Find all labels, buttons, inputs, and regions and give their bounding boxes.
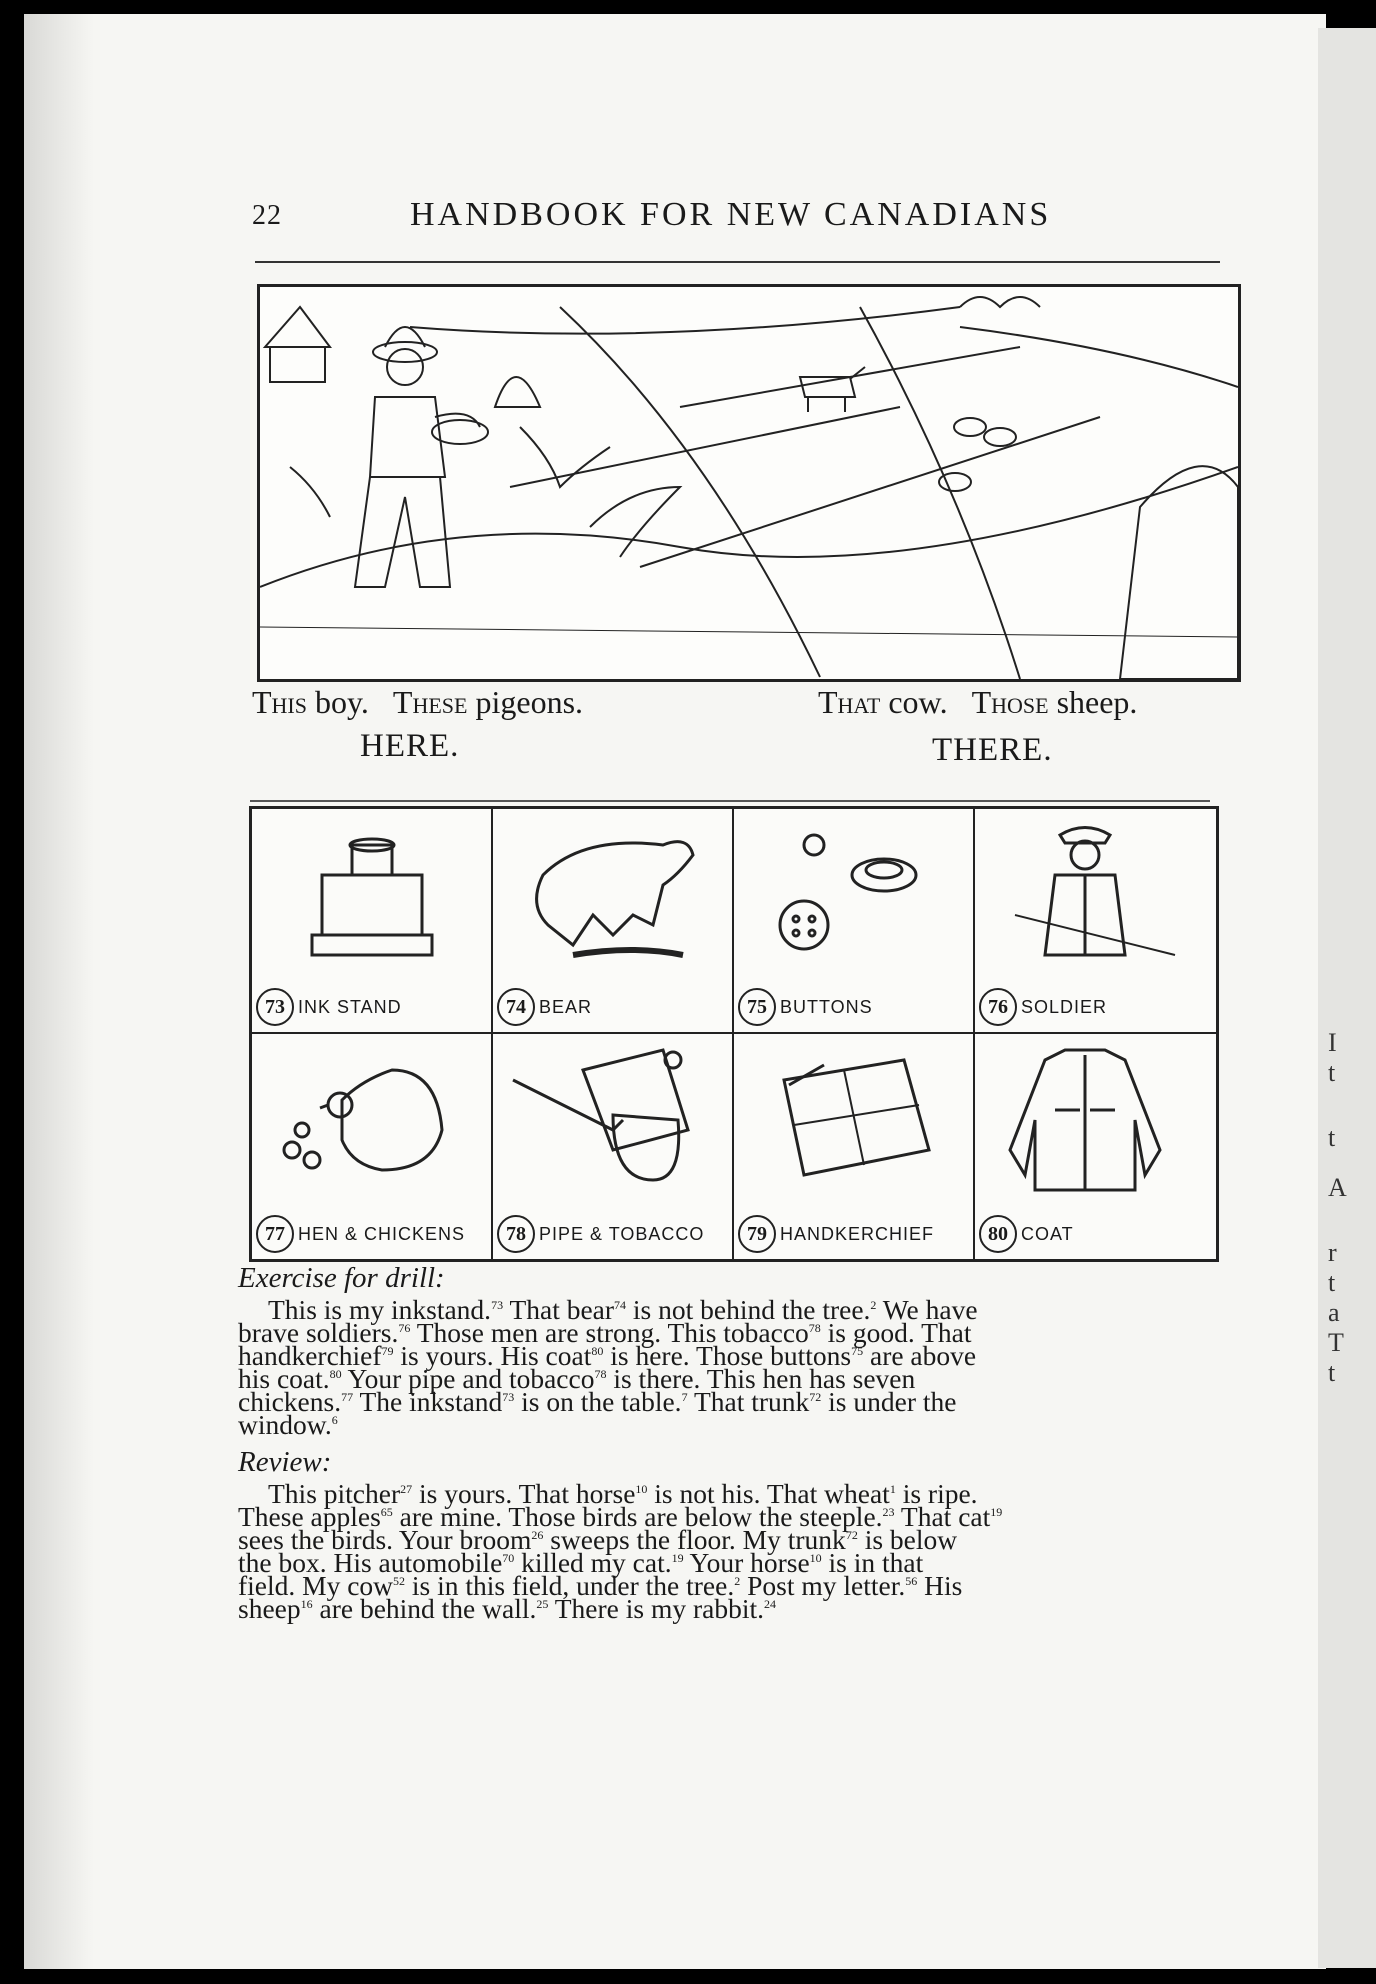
caption-those: Those	[971, 684, 1049, 720]
cell-caption: SOLDIER	[1021, 996, 1108, 1017]
pipe-icon	[503, 1040, 703, 1200]
text-run: is yours. That horse	[412, 1478, 636, 1509]
picture-cell-inkstand	[252, 809, 493, 1034]
text-run: sheep	[238, 1593, 301, 1624]
cell-label	[738, 988, 873, 1026]
text-run: is below	[857, 1524, 958, 1555]
cell-number: 74	[497, 988, 535, 1026]
text-run: There is my rabbit.	[548, 1593, 764, 1624]
reference-number: 73	[502, 1389, 515, 1404]
text-run: is not behind the tree.	[626, 1294, 871, 1325]
caption-here	[252, 684, 583, 721]
exercise-paragraph	[238, 1294, 1204, 1440]
reference-number: 24	[763, 1596, 776, 1611]
reference-number: 19	[671, 1550, 684, 1565]
reference-number: 25	[536, 1596, 549, 1611]
next-page-fragment: t	[1328, 1358, 1336, 1387]
text-run: are behind the wall.	[312, 1593, 537, 1624]
bear-icon	[503, 815, 703, 975]
reference-number: 10	[809, 1550, 822, 1565]
reference-number: 78	[594, 1366, 607, 1381]
reference-number: 2	[734, 1573, 741, 1588]
picture-cell-soldier	[975, 809, 1216, 1034]
reference-number: 76	[398, 1320, 411, 1335]
text-run: is in that	[821, 1547, 924, 1578]
review-heading: Review:	[238, 1446, 332, 1478]
there-label: THERE.	[932, 732, 1053, 768]
text-run: field. My cow	[238, 1570, 394, 1601]
reference-number: 79	[381, 1343, 394, 1358]
next-page-fragment: a	[1328, 1298, 1340, 1327]
text-run: Your horse	[683, 1547, 810, 1578]
text-run: is on the table.	[514, 1386, 682, 1417]
cell-label	[256, 988, 402, 1026]
reference-number: 75	[851, 1343, 864, 1358]
reference-number: 77	[341, 1389, 354, 1404]
text-run: is yours. His coat	[393, 1340, 592, 1371]
reference-number: 72	[809, 1389, 822, 1404]
page-gutter-shadow	[24, 14, 94, 1969]
cell-caption: BUTTONS	[780, 996, 873, 1017]
reference-number: 23	[882, 1504, 895, 1519]
next-page-fragment: T	[1328, 1328, 1344, 1357]
running-title: HANDBOOK FOR NEW CANADIANS	[410, 196, 1052, 233]
text-run: chickens.	[238, 1386, 342, 1417]
cell-caption: HEN & CHICKENS	[298, 1223, 466, 1244]
cell-number: 78	[497, 1215, 535, 1253]
caption-cow: cow.	[888, 684, 948, 720]
next-page-fragment: t	[1328, 1268, 1336, 1297]
reference-number: 6	[331, 1412, 338, 1427]
reference-number: 10	[635, 1481, 648, 1496]
text-run: That bear	[503, 1294, 615, 1325]
adjacent-page-edge	[1318, 28, 1376, 1968]
text-run: This pitcher	[268, 1478, 401, 1509]
next-page-fragment: A	[1328, 1173, 1347, 1202]
header-rule	[255, 261, 1220, 263]
exercise-heading: Exercise for drill:	[238, 1262, 445, 1294]
cell-caption: BEAR	[539, 996, 593, 1017]
reference-number: 70	[502, 1550, 515, 1565]
reference-number: 80	[591, 1343, 604, 1358]
cell-number: 76	[979, 988, 1017, 1026]
reference-number: 16	[300, 1596, 313, 1611]
buttons-icon	[744, 815, 944, 975]
text-run: is under the	[821, 1386, 957, 1417]
reference-number: 19	[990, 1504, 1003, 1519]
reference-number: 27	[400, 1481, 413, 1496]
picture-cell-buttons	[734, 809, 975, 1034]
text-run: sees the birds. Your broom	[238, 1524, 532, 1555]
cell-caption: HANDKERCHIEF	[780, 1223, 935, 1244]
text-line	[238, 1386, 1204, 1417]
text-run: his coat.	[238, 1363, 330, 1394]
caption-pigeons: pigeons.	[475, 684, 584, 720]
text-run: sweeps the floor. My trunk	[543, 1524, 846, 1555]
cell-number: 80	[979, 1215, 1017, 1253]
text-line	[238, 1593, 1204, 1624]
caption-that: That	[818, 684, 881, 720]
picture-cell-hen	[252, 1034, 493, 1259]
caption-there	[818, 684, 1137, 721]
text-run: is in this field, under the tree.	[405, 1570, 735, 1601]
cell-number: 75	[738, 988, 776, 1026]
farm-scene-illustration	[257, 284, 1241, 682]
caption-these: These	[392, 684, 468, 720]
text-run: is here. Those buttons	[603, 1340, 852, 1371]
hen-icon	[262, 1040, 462, 1200]
next-page-fragment: t	[1328, 1123, 1336, 1152]
text-run: These apples	[238, 1501, 381, 1532]
text-run: are above	[863, 1340, 977, 1371]
soldier-icon	[985, 815, 1185, 975]
picture-cell-pipe	[493, 1034, 734, 1259]
cell-number: 73	[256, 988, 294, 1026]
review-paragraph	[238, 1478, 1204, 1624]
picture-cell-coat	[975, 1034, 1216, 1259]
cell-label	[497, 988, 592, 1026]
coat-icon	[985, 1040, 1185, 1200]
caption-this: This	[252, 684, 307, 720]
picture-cell-handkerchief	[734, 1034, 975, 1259]
cell-label	[979, 1215, 1074, 1253]
caption-boy: boy.	[315, 684, 369, 720]
text-run: His	[917, 1570, 963, 1601]
cell-label	[979, 988, 1107, 1026]
reference-number: 73	[491, 1297, 504, 1312]
cell-caption: INK STAND	[298, 996, 402, 1017]
text-run: is there. This hen has seven	[606, 1363, 916, 1394]
text-run: brave soldiers.	[238, 1317, 399, 1348]
text-run: This is my inkstand.	[268, 1294, 492, 1325]
reference-number: 2	[870, 1297, 877, 1312]
reference-number: 7	[681, 1389, 688, 1404]
cell-label	[497, 1215, 704, 1253]
text-run: The inkstand	[353, 1386, 503, 1417]
reference-number: 52	[393, 1573, 406, 1588]
reference-number: 56	[905, 1573, 918, 1588]
text-run: is good. That	[820, 1317, 972, 1348]
cell-label	[256, 1215, 465, 1253]
reference-number: 26	[531, 1527, 544, 1542]
reference-number: 78	[808, 1320, 821, 1335]
cell-number: 77	[256, 1215, 294, 1253]
text-run: That trunk	[687, 1386, 810, 1417]
cell-caption: COAT	[1021, 1223, 1074, 1244]
text-run: the box. His automobile	[238, 1547, 503, 1578]
text-run: That cat	[894, 1501, 991, 1532]
reference-number: 80	[329, 1366, 342, 1381]
picture-vocabulary-grid	[249, 806, 1219, 1262]
text-run: We have	[876, 1294, 978, 1325]
text-run: is ripe.	[895, 1478, 978, 1509]
picture-grid-rule	[250, 800, 1210, 802]
reference-number: 74	[614, 1297, 627, 1312]
text-run: killed my cat.	[514, 1547, 672, 1578]
cell-label	[738, 1215, 934, 1253]
reference-number: 1	[889, 1481, 896, 1496]
text-run: is not his. That wheat	[647, 1478, 890, 1509]
next-page-fragment: r	[1328, 1238, 1337, 1267]
running-header	[230, 196, 1215, 236]
next-page-fragment: t	[1328, 1058, 1336, 1087]
handkerchief-icon	[744, 1040, 944, 1200]
text-run: Those men are strong. This tobacco	[410, 1317, 809, 1348]
text-run: are mine. Those birds are below the steeple.	[392, 1501, 883, 1532]
cell-caption: PIPE & TOBACCO	[539, 1223, 705, 1244]
reference-number: 72	[845, 1527, 858, 1542]
farm-scene-icon	[260, 287, 1238, 679]
inkstand-icon	[262, 815, 462, 975]
reference-number: 65	[380, 1504, 393, 1519]
text-run: handkerchief	[238, 1340, 382, 1371]
next-page-fragment: I	[1328, 1028, 1337, 1057]
picture-cell-bear	[493, 809, 734, 1034]
text-run: window.	[238, 1409, 332, 1440]
here-label: HERE.	[360, 728, 460, 764]
caption-sheep: sheep.	[1056, 684, 1138, 720]
text-run: Post my letter.	[740, 1570, 906, 1601]
cell-number: 79	[738, 1215, 776, 1253]
page-number: 22	[252, 200, 282, 231]
text-run: Your pipe and tobacco	[341, 1363, 595, 1394]
